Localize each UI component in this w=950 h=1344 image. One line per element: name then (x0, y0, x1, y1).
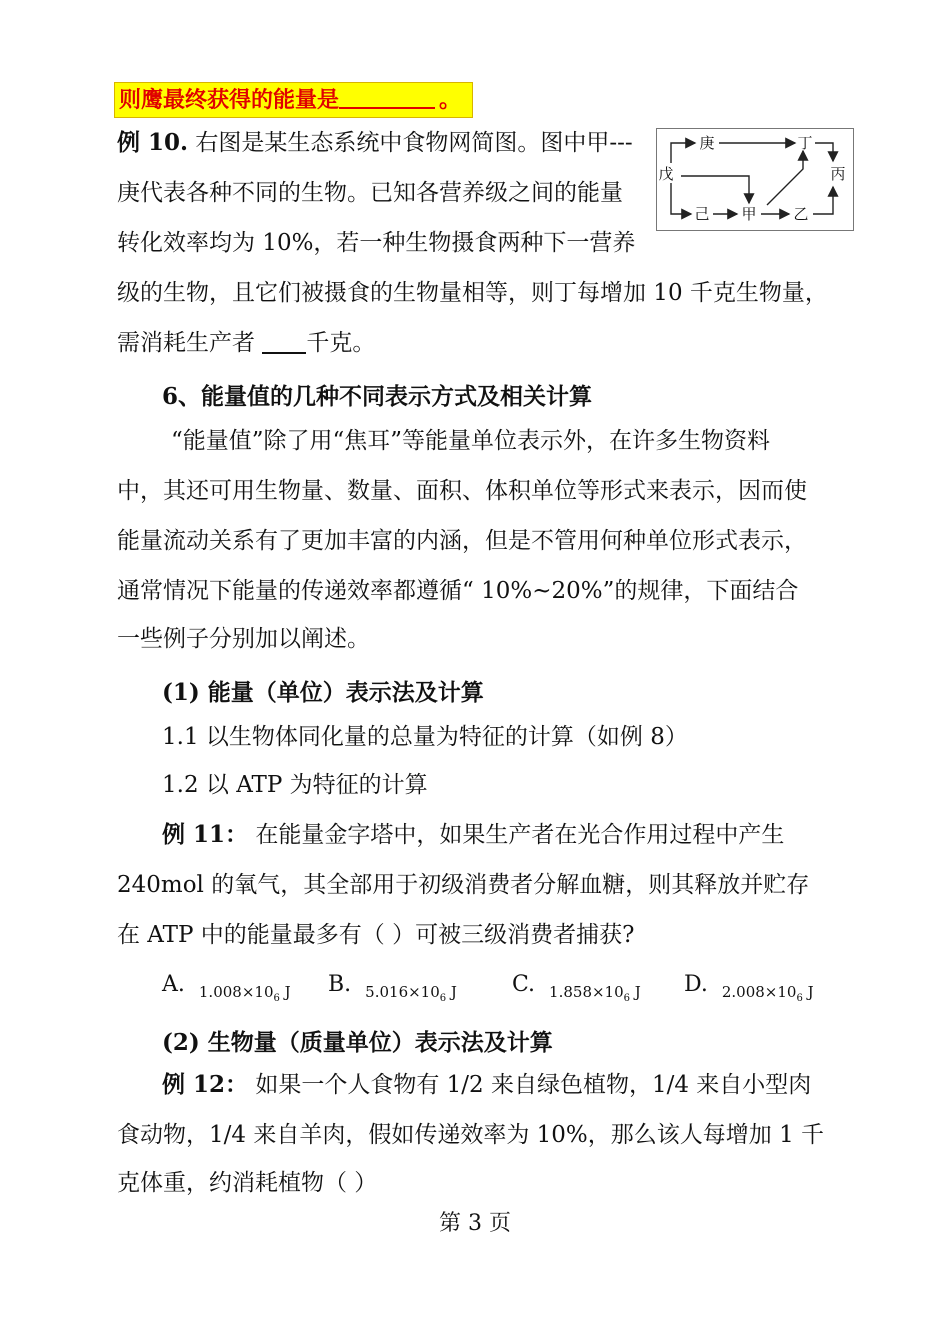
example-10-line-5 (117, 326, 375, 360)
example-10-line-1 (117, 126, 633, 160)
node-yi: 乙 (793, 205, 809, 223)
highlight-tail: 。 (439, 87, 462, 113)
arrow-ding-bing (815, 143, 833, 161)
example-12-text-1: 如果一个人食物有 1/2 来自绿色植物，1/4 来自小型肉 (255, 1072, 812, 1098)
node-ji: 己 (694, 205, 710, 223)
example-11-line-1 (162, 818, 784, 852)
example-11-label: 例 11： (162, 821, 249, 848)
option-b: B. $_{5.016\times 10_6 J}$ (328, 972, 457, 1004)
example-12-label: 例 12： (162, 1071, 249, 1098)
example-10-text-5b: 千克。 (306, 330, 376, 356)
example-12-line-2: 食动物，1/4 来自羊肉，假如传递效率为 10%，那么该人每增加 1 千 (117, 1122, 825, 1148)
section-6-paragraph-line-3: 能量流动关系有了更加丰富的内涵，但是不管用何种单位形式表示， (117, 528, 807, 554)
example-11-line-3: 在 ATP 中的能量最多有（ ）可被三级消费者捕获? (117, 922, 635, 948)
node-ding: 丁 (797, 134, 813, 152)
section-6-heading: 6、能量值的几种不同表示方式及相关计算 (162, 383, 593, 410)
food-web-diagram (656, 128, 854, 231)
node-wu: 戊 (658, 165, 674, 183)
subsection-1-heading: (1) 能量（单位）表示法及计算 (162, 679, 484, 706)
answer-blank-10 (262, 326, 306, 354)
option-c: C. $_{1.858\times 10_6 J}$ (512, 972, 641, 1004)
arrow-wu-jia (681, 176, 749, 203)
example-10-text-1: 右图是某生态系统中食物网简图。图中甲--- (195, 130, 633, 156)
example-12-line-3: 克体重，约消耗植物（ ） (117, 1170, 378, 1196)
highlighted-question-line (114, 82, 473, 118)
arrow-wu-geng (671, 143, 695, 163)
example-10-line-2: 庚代表各种不同的生物。已知各营养级之间的能量 (117, 180, 623, 206)
option-d: D. $_{2.008\times 10_6 J}$ (684, 972, 814, 1004)
arrow-jia-ding (767, 151, 803, 205)
node-geng: 庚 (699, 134, 715, 152)
section-6-paragraph-line-1: “能量值”除了用“焦耳”等能量单位表示外，在许多生物资料 (171, 428, 771, 454)
example-11-text-1: 在能量金字塔中，如果生产者在光合作用过程中产生 (255, 822, 785, 848)
example-11-line-2: 240mol 的氧气，其全部用于初级消费者分解血糖，则其释放并贮存 (117, 872, 810, 898)
subsection-1-item-2: 1.2 以 ATP 为特征的计算 (162, 772, 428, 798)
node-jia: 甲 (741, 205, 757, 223)
section-6-paragraph-line-2: 中，其还可用生物量、数量、面积、体积单位等形式来表示，因而使 (117, 478, 807, 504)
answer-blank (339, 83, 435, 109)
section-6-paragraph-line-5: 一些例子分别加以阐述。 (117, 626, 370, 652)
highlight-text: 则鹰最终获得的能量是 (119, 87, 340, 113)
section-6-paragraph-line-4: 通常情况下能量的传递效率都遵循“ 10%~20%”的规律，下面结合 (117, 578, 799, 604)
arrow-yi-bing (813, 187, 833, 214)
option-a: A. $_{1.008\times 10_6 J}$ (162, 972, 291, 1004)
subsection-2-heading: (2) 生物量（质量单位）表示法及计算 (162, 1029, 553, 1056)
example-10-label: 例 10. (117, 129, 189, 156)
example-12-line-1 (162, 1068, 811, 1102)
node-bing: 丙 (830, 165, 846, 183)
subsection-1-item-1: 1.1 以生物体同化量的总量为特征的计算（如例 8） (162, 724, 688, 750)
example-10-line-3: 转化效率均为 10%，若一种生物摄食两种下一营养 (117, 230, 636, 256)
page-number: 第 3 页 (439, 1211, 511, 1236)
arrow-wu-ji (671, 183, 691, 214)
example-10-text-5a: 需消耗生产者 (117, 330, 255, 356)
example-10-line-4: 级的生物，且它们被摄食的生物量相等，则丁每增加 10 千克生物量， (117, 280, 828, 306)
